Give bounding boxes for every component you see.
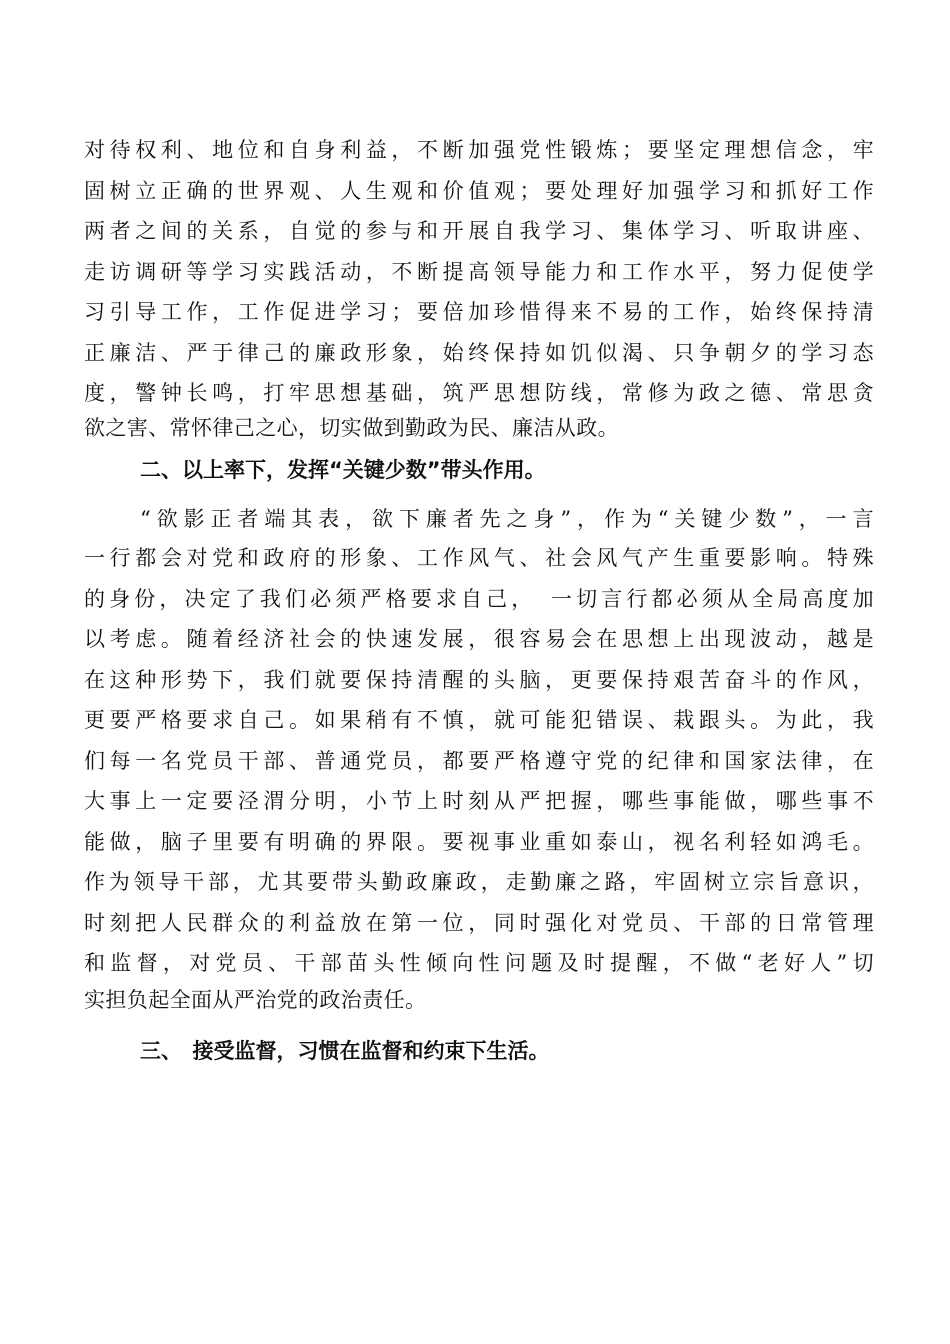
body-text-line: 习引导工作，工作促进学习；要倍加珍惜得来不易的工作，始终保持清	[84, 300, 874, 324]
body-text-line: 正廉洁、严于律己的廉政形象，始终保持如饥似渴、只争朝夕的学习态	[84, 341, 874, 365]
body-text-line: 和监督，对党员、干部苗头性倾向性问题及时提醒，不做“老好人”切	[84, 951, 874, 975]
body-text-line: 对待权利、地位和自身利益，不断加强党性锻炼；要坚定理想信念，牢	[84, 138, 874, 162]
body-text-line: 作为领导干部，尤其要带头勤政廉政，走勤廉之路，牢固树立宗旨意识，	[84, 870, 874, 894]
body-text-line: 两者之间的关系，自觉的参与和开展自我学习、集体学习、听取讲座、	[84, 219, 874, 243]
body-text-line: 实担负起全面从严治党的政治责任。	[84, 988, 427, 1012]
body-text-line: 时刻把人民群众的利益放在第一位，同时强化对党员、干部的日常管理	[84, 911, 874, 935]
body-text-line: 度，警钟长鸣，打牢思想基础，筑严思想防线，常修为政之德、常思贪	[84, 381, 874, 405]
body-text-line: 们每一名党员干部、普通党员，都要严格遵守党的纪律和国家法律，在	[84, 749, 874, 773]
section-heading-3: 三、 接受监督，习惯在监督和约束下生活。	[140, 1039, 550, 1063]
body-text-line: 的身份，决定了我们必须严格要求自己， 一切言行都必须从全局高度加	[84, 587, 874, 611]
body-text-line: 固树立正确的世界观、人生观和价值观；要处理好加强学习和抓好工作	[84, 179, 874, 203]
body-text-line: 一行都会对党和政府的形象、工作风气、社会风气产生重要影响。特殊	[84, 546, 874, 570]
body-text-line: 在这种形势下，我们就要保持清醒的头脑，更要保持艰苦奋斗的作风，	[84, 668, 874, 692]
body-text-line: 欲之害、常怀律己之心，切实做到勤政为民、廉洁从政。	[84, 416, 619, 440]
body-text-line: 以考虑。随着经济社会的快速发展，很容易会在思想上出现波动，越是	[84, 627, 874, 651]
body-text-line: “欲影正者端其表，欲下廉者先之身”，作为“关键少数”，一言	[140, 507, 874, 531]
body-text-line: 走访调研等学习实践活动，不断提高领导能力和工作水平，努力促使学	[84, 260, 874, 284]
body-text-line: 大事上一定要泾渭分明，小节上时刻从严把握，哪些事能做，哪些事不	[84, 789, 874, 813]
body-text-line: 更要严格要求自己。如果稍有不慎，就可能犯错误、栽跟头。为此，我	[84, 708, 874, 732]
body-text-line: 能做，脑子里要有明确的界限。要视事业重如泰山，视名利轻如鸿毛。	[84, 830, 874, 854]
section-heading-2: 二、以上率下，发挥“关键少数”带头作用。	[140, 458, 546, 482]
